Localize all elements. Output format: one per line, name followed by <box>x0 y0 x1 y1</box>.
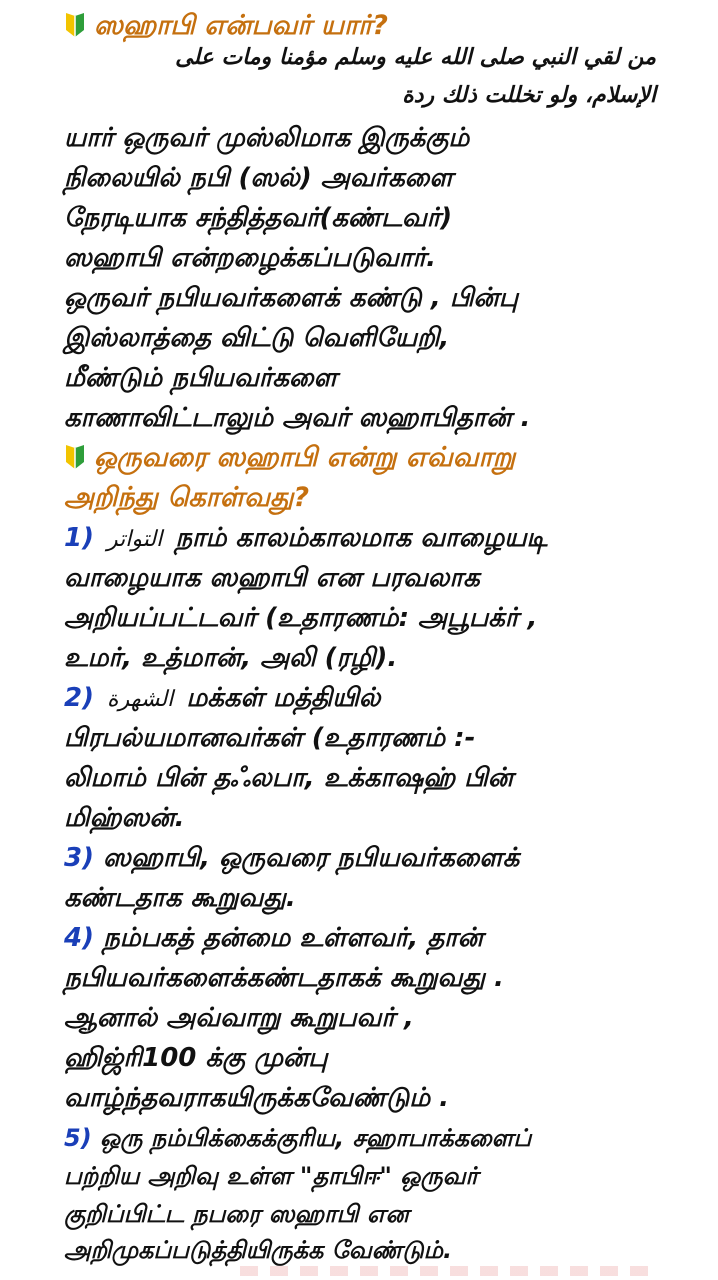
next-page-bleed <box>240 1266 660 1276</box>
item-text: ஸஹாபி, ஒருவரை நபியவர்களைக் <box>103 843 520 873</box>
list-item-line: வாழையாக ஸஹாபி என பரவலாக <box>64 563 480 593</box>
heading-text: ஸஹாபி என்பவர் யார்? <box>94 10 388 41</box>
paragraph-line: நிலையில் நபி (ஸல்) அவர்களை <box>64 163 453 193</box>
beginner-badge-icon <box>64 12 86 38</box>
item-number: 5) <box>64 1124 92 1152</box>
list-item-line: உமர், உத்மான், அலி (ரழி). <box>64 643 398 673</box>
paragraph-line: இஸ்லாத்தை விட்டு வெளியேறி, <box>64 323 450 353</box>
item-text: ஒரு நம்பிக்கைக்குரிய, சஹாபாக்களைப் <box>100 1124 532 1152</box>
item-number: 2) <box>64 683 94 713</box>
list-item-2 <box>64 678 380 720</box>
item-text: நாம் காலம்காலமாக வாழையடி <box>175 523 548 553</box>
paragraph-line: காணாவிட்டாலும் அவர் ஸஹாபிதான் . <box>64 403 531 433</box>
list-item-5 <box>64 1118 531 1158</box>
arabic-definition-line-2: الإسلام، ولو تخللت ذلك ردة <box>402 83 656 108</box>
list-item-line: குறிப்பிட்ட நபரை ஸஹாபி என <box>64 1200 409 1228</box>
heading-how-to-identify-line-2: அறிந்து கொள்வது? <box>64 482 310 513</box>
paragraph-line: ஒருவர் நபியவர்களைக் கண்டு , பின்பு <box>64 283 519 313</box>
heading-text: ஒருவரை ஸஹாபி என்று எவ்வாறு <box>94 442 516 473</box>
paragraph-line: நேரடியாக சந்தித்தவர்(கண்டவர்) <box>64 203 453 233</box>
list-item-line: லிமாம் பின் தஃலபா, உக்காஷஹ் பின் <box>64 763 514 793</box>
list-item-line: மிஹ்ஸன். <box>64 803 185 833</box>
item-number: 1) <box>64 523 94 553</box>
list-item-line: ஹிஜ்ரி100 க்கு முன்பு <box>64 1043 328 1073</box>
list-item-line: பற்றிய அறிவு உள்ள "தாபிஈ" ஒருவர் <box>64 1162 479 1190</box>
arabic-definition-line-1: من لقي النبي صلى الله عليه وسلم مؤمنا ومات على <box>175 45 656 70</box>
item-number: 3) <box>64 843 94 873</box>
arabic-term: التواتر <box>107 527 163 552</box>
list-item-line: ஆனால் அவ்வாறு கூறுபவர் , <box>64 1003 414 1033</box>
arabic-term: الشهرة <box>107 687 174 712</box>
list-item-line: வாழ்ந்தவராகயிருக்கவேண்டும் . <box>64 1083 450 1113</box>
list-item-3 <box>64 838 519 878</box>
list-item-line: அறியப்பட்டவர் (உதாரணம்: அபூபக்ர் , <box>64 603 538 633</box>
item-number: 4) <box>64 923 94 953</box>
paragraph-line: மீண்டும் நபியவர்களை <box>64 363 338 393</box>
paragraph-line: ஸஹாபி என்றழைக்கப்படுவார். <box>64 243 436 273</box>
heading-how-to-identify <box>64 438 515 478</box>
list-item-line: பிரபல்யமானவர்கள் (உதாரணம் :- <box>64 723 476 753</box>
list-item-1 <box>64 518 547 560</box>
list-item-line: நபியவர்களைக்கண்டதாகக் கூறுவது . <box>64 963 504 993</box>
item-text: மக்கள் மத்தியில் <box>186 683 381 713</box>
paragraph-line: யார் ஒருவர் முஸ்லிமாக இருக்கும் <box>64 123 470 153</box>
list-item-4 <box>64 918 483 958</box>
beginner-badge-icon <box>64 444 86 470</box>
list-item-line: கண்டதாக கூறுவது. <box>64 883 296 913</box>
item-text: நம்பகத் தன்மை உள்ளவர், தான் <box>103 923 483 953</box>
list-item-line: அறிமுகப்படுத்தியிருக்க வேண்டும். <box>64 1236 453 1264</box>
